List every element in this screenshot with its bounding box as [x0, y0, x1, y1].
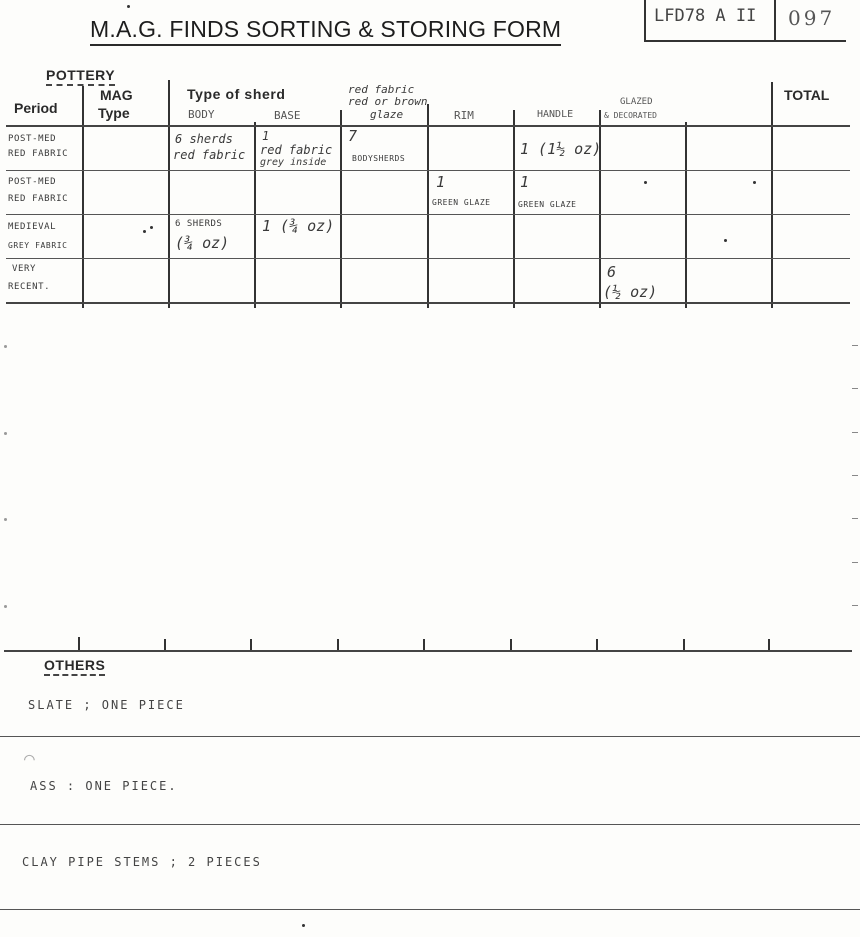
- column-divider: [82, 86, 84, 308]
- column-divider: [340, 110, 342, 308]
- row3-base: 1 (¾ oz): [262, 217, 335, 235]
- row1-base-line1: 1: [262, 129, 270, 143]
- row-rule: [6, 258, 850, 259]
- subheader-body: BODY: [188, 108, 215, 121]
- others-item: ASS : ONE PIECE.: [30, 779, 178, 793]
- row2-rim-count: 1: [436, 173, 446, 191]
- subheader-rim: RIM: [454, 109, 474, 122]
- others-item: CLAY PIPE STEMS ; 2 PIECES: [22, 855, 262, 869]
- others-rule: [0, 736, 860, 737]
- row1-body-line1: 6 sherds: [175, 132, 233, 146]
- others-rule: [0, 824, 860, 825]
- subheader-glazed-2: & DECORATED: [604, 111, 657, 120]
- column-divider: [168, 80, 170, 308]
- others-item: SLATE ; ONE PIECE: [28, 698, 185, 712]
- subheader-handle: HANDLE: [537, 109, 574, 120]
- row1-base-line2: red fabric: [260, 143, 333, 157]
- stray-mark: [753, 181, 756, 184]
- margin-mark: [4, 518, 7, 521]
- margin-mark: [4, 605, 7, 608]
- stray-mark: [724, 239, 727, 242]
- row2-rim-label: GREEN GLAZE: [432, 198, 491, 207]
- subheader-glaze-note-3: glaze: [370, 108, 404, 121]
- column-divider: [771, 82, 773, 308]
- column-tick: [78, 637, 80, 651]
- margin-mark: [852, 345, 858, 346]
- others-rule: [0, 909, 860, 910]
- reference-code: LFD78 A II: [654, 6, 757, 26]
- row4-period-line1: VERY: [12, 264, 37, 274]
- row3-body-line1: 6 SHERDS: [175, 219, 223, 229]
- column-divider: [685, 122, 687, 308]
- row2-handle-label: GREEN GLAZE: [518, 200, 577, 209]
- row3-period-line1: MEDIEVAL: [8, 222, 57, 232]
- header-period: Period: [14, 100, 58, 116]
- margin-mark: [4, 432, 7, 435]
- stray-mark: [302, 924, 305, 927]
- form-title: M.A.G. FINDS SORTING & STORING FORM: [90, 16, 561, 46]
- margin-mark: [4, 345, 7, 348]
- row3-body-line2: (¾ oz): [175, 234, 230, 252]
- stray-mark: [644, 181, 647, 184]
- row1-period-line2: RED FABRIC: [8, 149, 69, 159]
- header-mag-line1: MAG: [100, 87, 133, 103]
- others-section-label: OTHERS: [44, 657, 105, 676]
- header-type-of-sherd: Type of sherd: [187, 86, 286, 102]
- margin-mark: [852, 518, 858, 519]
- stray-mark: [127, 5, 130, 8]
- table-bottom-rule: [6, 302, 850, 304]
- row2-handle-count: 1: [520, 173, 530, 191]
- reference-number: 097: [788, 6, 836, 30]
- margin-mark: [852, 562, 858, 563]
- row-rule: [6, 214, 850, 215]
- row1-period-line1: POST-MED: [8, 134, 57, 144]
- header-rule: [6, 125, 850, 127]
- row1-body-line2: red fabric: [173, 148, 246, 162]
- row2-period-line1: POST-MED: [8, 177, 57, 187]
- margin-mark: [852, 432, 858, 433]
- stray-mark: [143, 230, 146, 233]
- header-total: TOTAL: [784, 87, 830, 103]
- column-divider: [513, 110, 515, 308]
- reference-divider: [774, 0, 776, 40]
- column-divider: [427, 104, 429, 308]
- subheader-base: BASE: [274, 109, 301, 122]
- margin-mark: [852, 388, 858, 389]
- row2-period-line2: RED FABRIC: [8, 194, 69, 204]
- subheader-glaze-note-1: red fabric: [348, 83, 415, 96]
- row1-handle: 1 (1½ oz): [520, 140, 602, 158]
- subheader-glazed-1: GLAZED: [620, 97, 653, 107]
- pottery-section-label: POTTERY: [46, 67, 115, 86]
- row-rule: [6, 170, 850, 171]
- reference-box: [644, 0, 846, 42]
- row4-glazed-weight: (½ oz): [603, 283, 658, 301]
- others-top-rule: [4, 650, 852, 652]
- stray-mark: [150, 226, 153, 229]
- row4-period-line2: RECENT.: [8, 282, 51, 292]
- row1-glazed-body-count: 7: [348, 127, 358, 145]
- margin-mark: [852, 605, 858, 606]
- row1-base-line3: grey inside: [260, 157, 327, 168]
- row3-period-line2: GREY FABRIC: [8, 241, 68, 250]
- row1-glazed-body-label: BODYSHERDS: [352, 154, 406, 163]
- column-divider: [254, 122, 256, 308]
- header-mag-line2: Type: [98, 105, 130, 121]
- row4-glazed-count: 6: [607, 263, 617, 281]
- margin-mark: [852, 475, 858, 476]
- subheader-glaze-note-2: red or brown: [348, 95, 428, 108]
- faded-mark: ⌒: [24, 748, 37, 769]
